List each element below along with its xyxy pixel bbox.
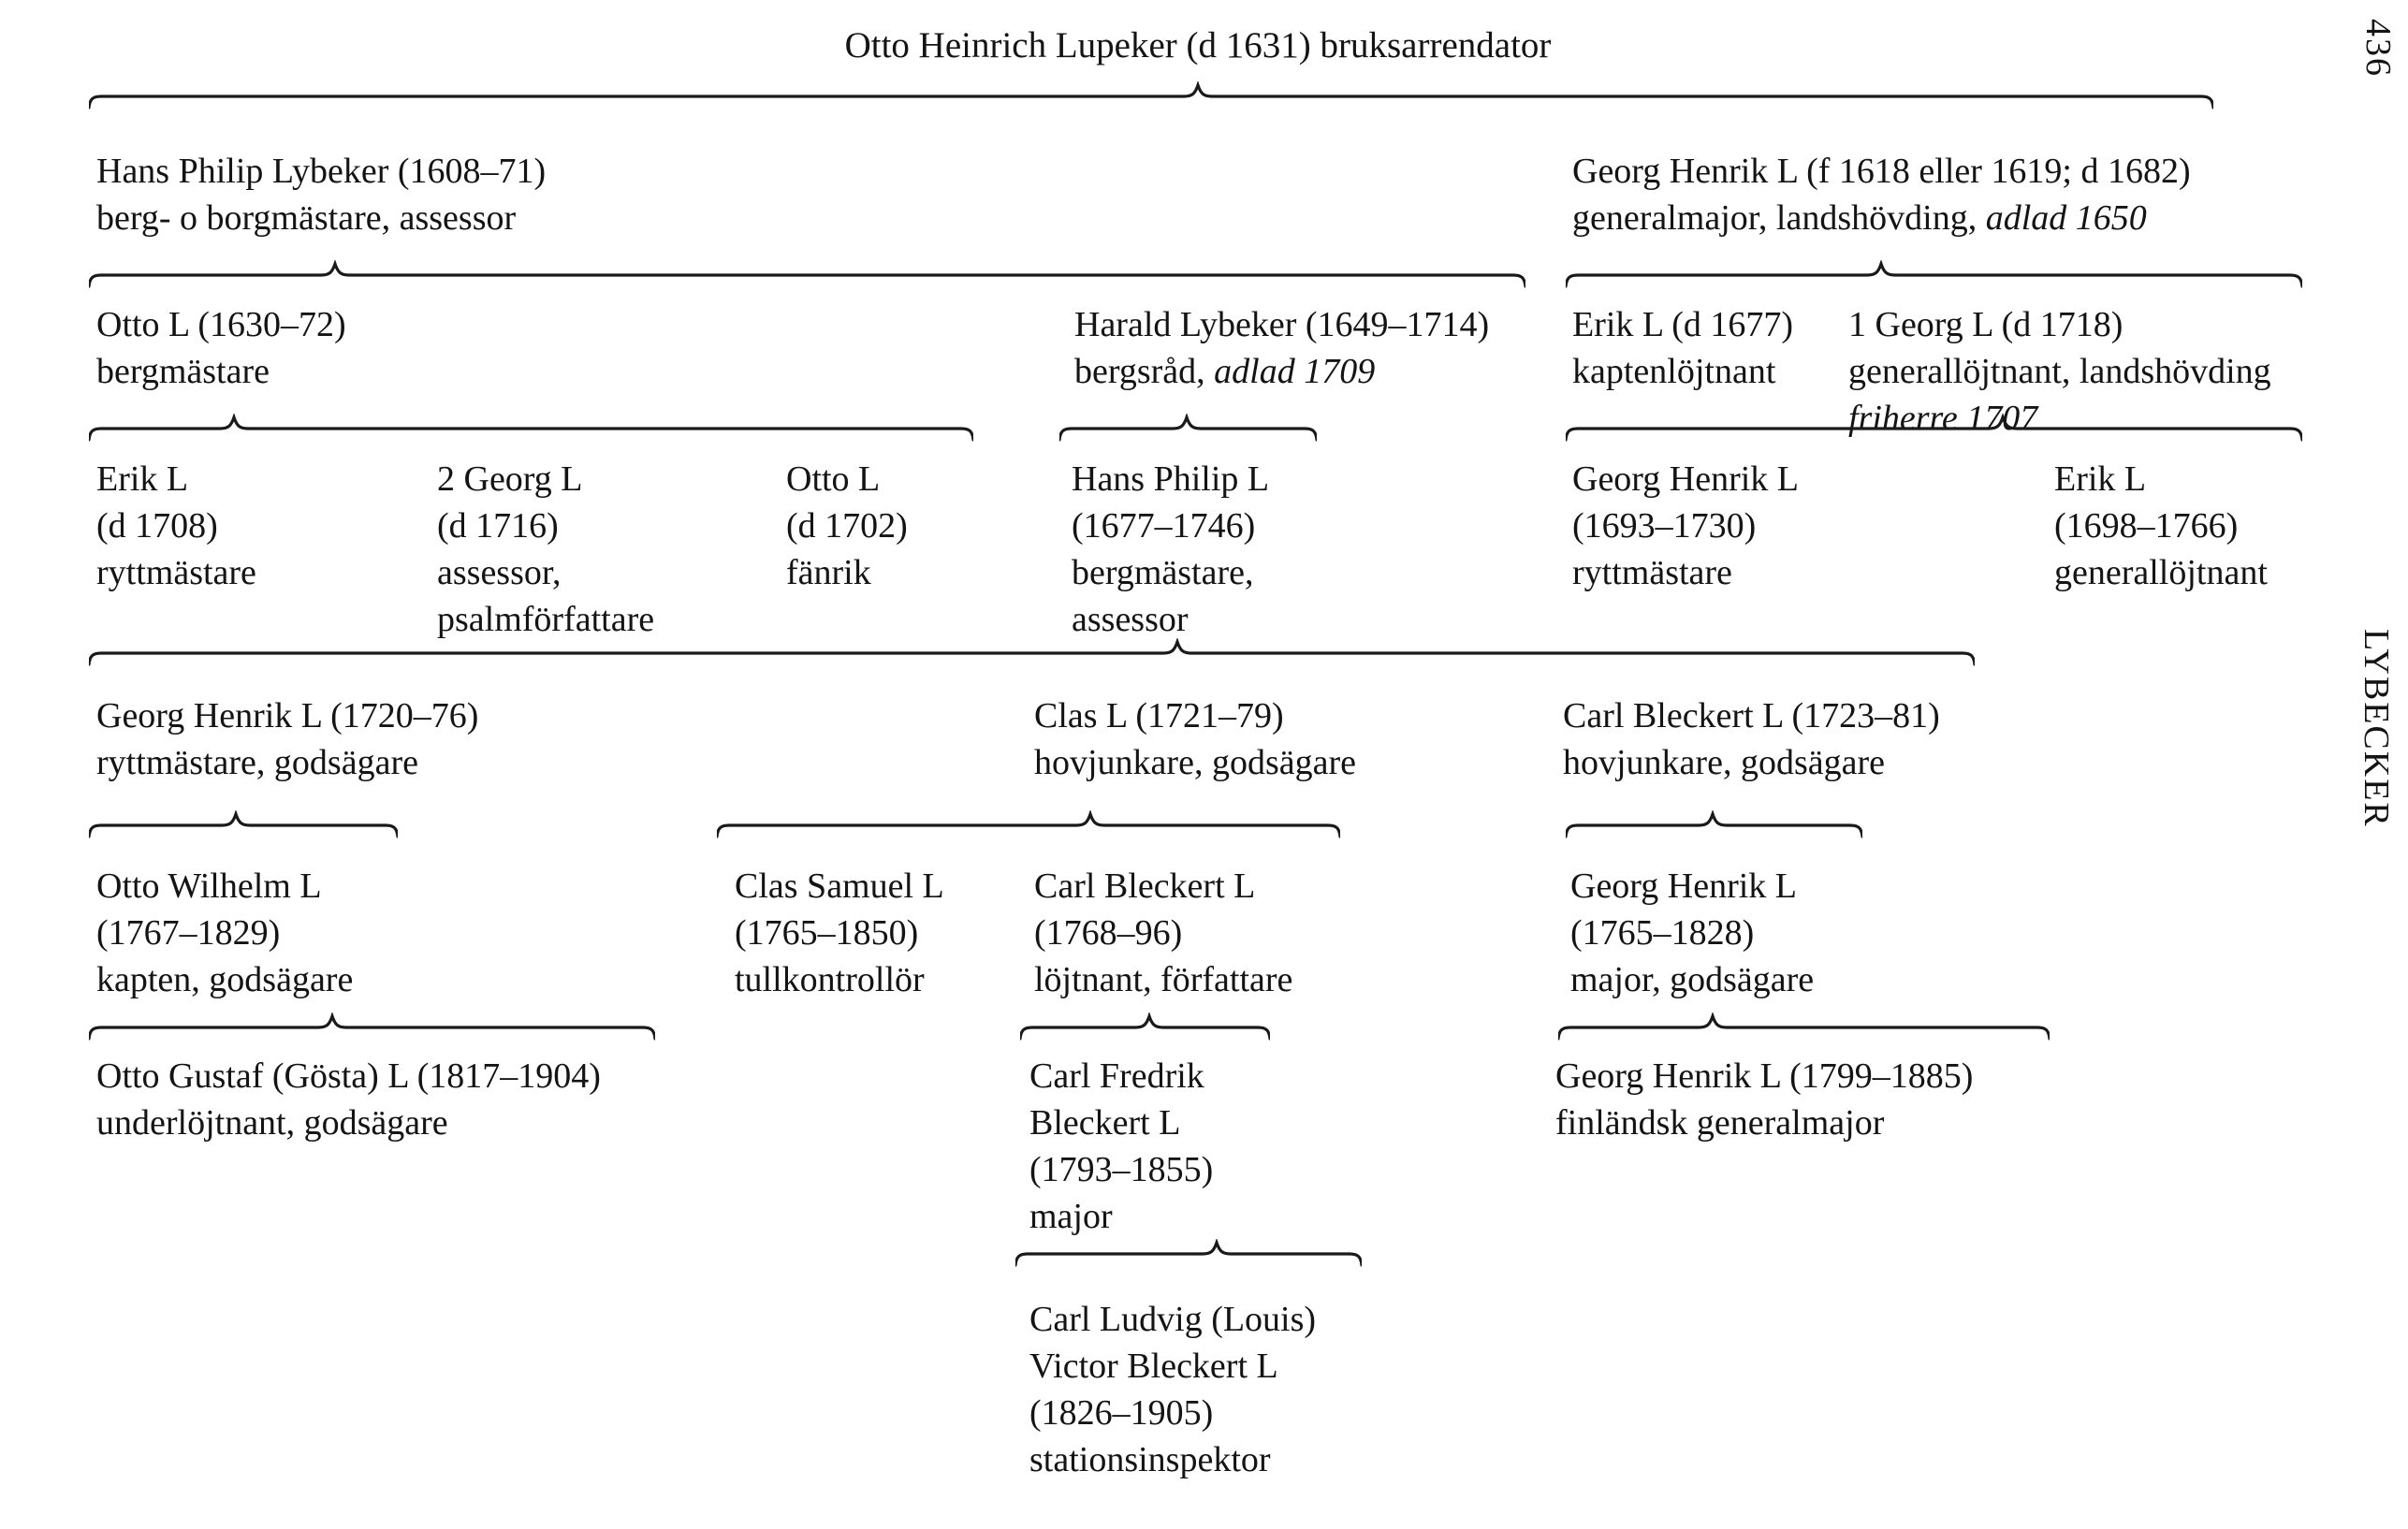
person-role-line: major, godsägare [1570,960,1815,999]
person-name-line: Harald Lybeker (1649–1714) [1074,305,1490,344]
ennoblement-note: friherre 1707 [1848,399,2038,438]
person-name-line: Clas Samuel L [735,866,944,906]
person-name-line: Carl Bleckert L [1034,866,1256,906]
person-harald-lybeker-1649 [1074,301,1489,395]
person-georg-henrik-l-1765 [1570,863,1814,1003]
person-georg-henrik-l-1618 [1572,148,2191,241]
person-role-line: underlöjtnant, godsägare [96,1103,448,1143]
person-name-line: Carl Ludvig (Louis) [1029,1300,1317,1339]
person-name-line: Clas L (1721–79) [1034,696,1284,735]
person-name-line: 2 Georg L [437,459,583,499]
person-role-line: tullkontrollör [735,960,925,999]
person-role-line: bergsråd, adlad 1709 [1074,352,1376,391]
person-name-line: Carl Fredrik [1029,1056,1204,1096]
family-name-margin-label: LYBECKER [2357,629,2396,828]
person-role-line: bergmästare [96,352,270,391]
page-number: 436 [2358,19,2398,78]
person-otto-gustaf-l-1817 [96,1053,601,1146]
person-dates-line: (1768–96) [1034,913,1183,953]
person-erik-l-d1708 [96,456,256,596]
person-role-line: assessor, [437,553,562,592]
person-role-line: bergmästare, [1072,553,1254,592]
person-name-line: Erik L (d 1677) [1572,305,1794,344]
person-erik-l-d1677 [1572,301,1793,395]
person-role-line: löjtnant, författare [1034,960,1293,999]
person-carl-bleckert-l-1768 [1034,863,1292,1003]
brace-georg-henrik-1765 [1558,1012,2050,1041]
person-georg-henrik-l-1693 [1572,456,1799,596]
person-name-line: Otto L [786,459,881,499]
person-georg-l-d1716 [437,456,654,643]
person-role-line: ryttmästare, godsägare [96,743,418,782]
person-role-line: generalmajor, landshövding, adlad 1650 [1572,198,2147,238]
brace-georg-henrik-1720 [89,810,398,838]
person-role-line: hovjunkare, godsägare [1563,743,1885,782]
root-name-line: Otto Heinrich Lupeker (d 1631) bruksarrendator [844,25,1552,66]
person-name-line: Hans Philip Lybeker (1608–71) [96,152,547,191]
person-role-line: finländsk generalmajor [1555,1103,1885,1143]
person-dates-line: (1765–1828) [1570,913,1755,953]
person-role-line: kapten, godsägare [96,960,354,999]
brace-harald-1649 [1059,414,1317,442]
person-otto-l-d1702 [786,456,908,596]
ennoblement-note: adlad 1709 [1214,352,1376,391]
person-dates-line: (1765–1850) [735,913,919,953]
person-carl-ludvig-victor-bleckert-l-1826 [1029,1296,1316,1483]
brace-carl-fredrik-1793 [1015,1239,1362,1267]
person-dates-line: (1826–1905) [1029,1393,1214,1433]
person-name-line: Bleckert L [1029,1103,1181,1143]
person-role-line: fänrik [786,553,871,592]
person-role-line: ryttmästare [96,553,256,592]
person-name-line: Otto L (1630–72) [96,305,346,344]
brace-hans-philip-1608 [89,260,1525,288]
person-name-line: Hans Philip L [1072,459,1270,499]
brace-otto-1630 [89,414,973,442]
person-name-line: Erik L [2054,459,2147,499]
person-carl-fredrik-bleckert-l-1793 [1029,1053,1213,1240]
person-name-line: Otto Gustaf (Gösta) L (1817–1904) [96,1056,601,1096]
person-name-line: Otto Wilhelm L [96,866,322,906]
person-role-line: ryttmästare [1572,553,1732,592]
brace-georg-d1718 [1566,414,2302,442]
person-role-line: berg- o borgmästare, assessor [96,198,517,238]
person-name-line: Georg Henrik L (f 1618 eller 1619; d 1682) [1572,152,2191,191]
brace-carl-bleckert-1723 [1566,810,1862,838]
person-name-line: Georg Henrik L [1572,459,1800,499]
person-dates-line: (1693–1730) [1572,506,1757,546]
tree-root-person [0,24,2396,67]
brace-clas-1721 [717,810,1340,838]
person-dates-line: (1698–1766) [2054,506,2239,546]
person-otto-wilhelm-l-1767 [96,863,353,1003]
person-erik-l-1698 [2054,456,2268,596]
person-role-line: kaptenlöjtnant [1572,352,1776,391]
person-dates-line: (d 1708) [96,506,218,546]
person-role-line: assessor [1072,600,1189,639]
person-otto-l-1630 [96,301,346,395]
person-dates-line: (1793–1855) [1029,1150,1214,1189]
person-carl-bleckert-l-1723 [1563,692,1940,786]
ennoblement-note: adlad 1650 [1985,198,2147,238]
person-name-line: Georg Henrik L [1570,866,1798,906]
brace-otto-wilhelm-1767 [89,1012,655,1041]
person-clas-l-1721 [1034,692,1356,786]
person-dates-line: (d 1716) [437,506,559,546]
brace-root [89,81,2213,109]
person-dates-line: (1767–1829) [96,913,281,953]
person-name-line: Georg Henrik L (1720–76) [96,696,479,735]
person-role-line: stationsinspektor [1029,1440,1271,1479]
person-hans-philip-l-1677 [1072,456,1269,643]
person-role-line: generallöjtnant [2054,553,2268,592]
brace-carl-bleckert-1768 [1020,1012,1270,1041]
person-georg-henrik-l-1799 [1555,1053,1973,1146]
person-role-line: psalmförfattare [437,600,655,639]
person-name-line: Erik L [96,459,189,499]
person-dates-line: (1677–1746) [1072,506,1256,546]
person-role-line: generallöjtnant, landshövding [1848,352,2271,391]
brace-georg-henrik-1618 [1566,260,2302,288]
person-dates-line: (d 1702) [786,506,908,546]
brace-hans-philip-1677 [89,638,1975,666]
person-role-line: hovjunkare, godsägare [1034,743,1356,782]
person-name-line: Carl Bleckert L (1723–81) [1563,696,1940,735]
person-role-line: major [1029,1197,1113,1236]
person-georg-henrik-l-1720 [96,692,478,786]
person-clas-samuel-l-1765 [735,863,944,1003]
person-hans-philip-lybeker-1608 [96,148,546,241]
person-name-line: 1 Georg L (d 1718) [1848,305,2123,344]
person-name-line: Victor Bleckert L [1029,1347,1278,1386]
person-name-line: Georg Henrik L (1799–1885) [1555,1056,1974,1096]
